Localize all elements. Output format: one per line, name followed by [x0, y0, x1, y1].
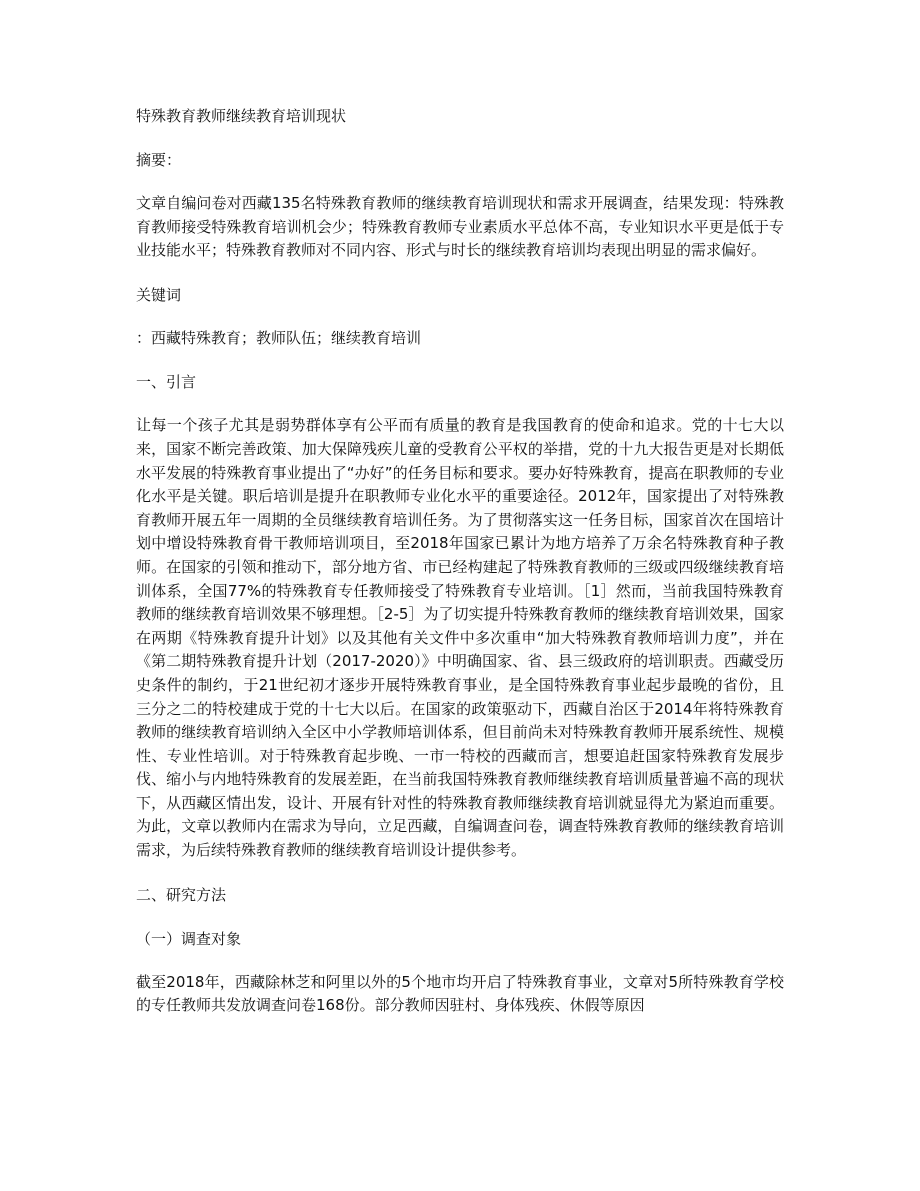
document-page: [136, 104, 784, 1038]
section-heading-introduction: 一、引言: [136, 373, 197, 392]
document-title: 特殊教育教师继续教育培训现状: [136, 107, 347, 125]
introduction-paragraph: 让每一个孩子尤其是弱势群体享有公平而有质量的教育是我国教育的使命和追求。党的十七大以来，国家不断完善政策、加大保障残疾儿童的受教育公平权的举措，党的十九大报告更是对长期低水平发展的特殊教育事业提出了“办好”的任务目标和要求。要办好特殊教育，提高在职教师的专业化水平是关键。职后培训是提升在职教师专业化水平的重要途径。2012年，国家提出了对特殊教育教师开展五年一周期的全员继续教育培训任务。为了贯彻落实这一任务目标，国家首次在国培计划中增设特殊教育骨干教师培训项目，至2018年国家已累计为地方培养了万余名特殊教育种子教师。在国家的引领和推动下，部分地方省、市已经构建起了特殊教育教师的三级或四级继续教育培训体系，全国77%的特殊教育专任教师接受了特殊教育专业培训。［1］然而，当前我国特殊教育教师的继续教育培训效果不够理想。［2-5］为了切实提升特殊教育教师的继续教育培训效果，国家在两期《特殊教育提升计划》以及其他有关文件中多次重申“加大特殊教育教师培训力度”，并在《第二期特殊教育提升计划（2017-2020）》中明确国家、省、县三级政府的培训职责。西藏受历史条件的制约，于21世纪初才逐步开展特殊教育事业，是全国特殊教育事业起步最晚的省份，且三分之二的特校建成于党的十七大以后。在国家的政策驱动下，西藏自治区于2014年将特殊教育教师的继续教育培训纳入全区中小学教师培训体系，但目前尚未对特殊教育教师开展系统性、规模性、专业性培训。对于特殊教育起步晚、一市一特校的西藏而言，想要追赶国家特殊教育发展步伐、缩小与内地特殊教育的发展差距，在当前我国特殊教育教师继续教育培训质量普遍不高的现状下，从西藏区情出发，设计、开展有针对性的特殊教育教师继续教育培训就显得尤为紧迫而重要。为此，文章以教师内在需求为导向，立足西藏，自编调查问卷，调查特殊教育教师的继续教育培训需求，为后续特殊教育教师的继续教育培训设计提供参考。: [136, 416, 784, 860]
abstract-paragraph: 文章自编问卷对西藏135名特殊教育教师的继续教育培训现状和需求开展调查，结果发现：特殊教育教师接受特殊教育培训机会少；特殊教育教师专业素质水平总体不高，专业知识水平更是低于专业技能水平；特殊教育教师对不同内容、形式与时长的继续教育培训均表现出明显的需求偏好。: [136, 194, 784, 260]
section-heading-methods: 二、研究方法: [136, 885, 227, 904]
keywords-paragraph: ：西藏特殊教育；教师队伍；继续教育培训: [136, 328, 422, 347]
subjects-paragraph: 截至2018年，西藏除林芝和阿里以外的5个地市均开启了特殊教育事业，文章对5所特殊教育学校的专任教师共发放调查问卷168份。部分教师因驻村、身体残疾、休假等原因: [136, 972, 784, 1015]
subsection-heading-subjects: （一）调查对象: [136, 929, 242, 948]
abstract-label: 摘要：: [136, 151, 182, 169]
keywords-label: 关键词: [136, 285, 182, 304]
